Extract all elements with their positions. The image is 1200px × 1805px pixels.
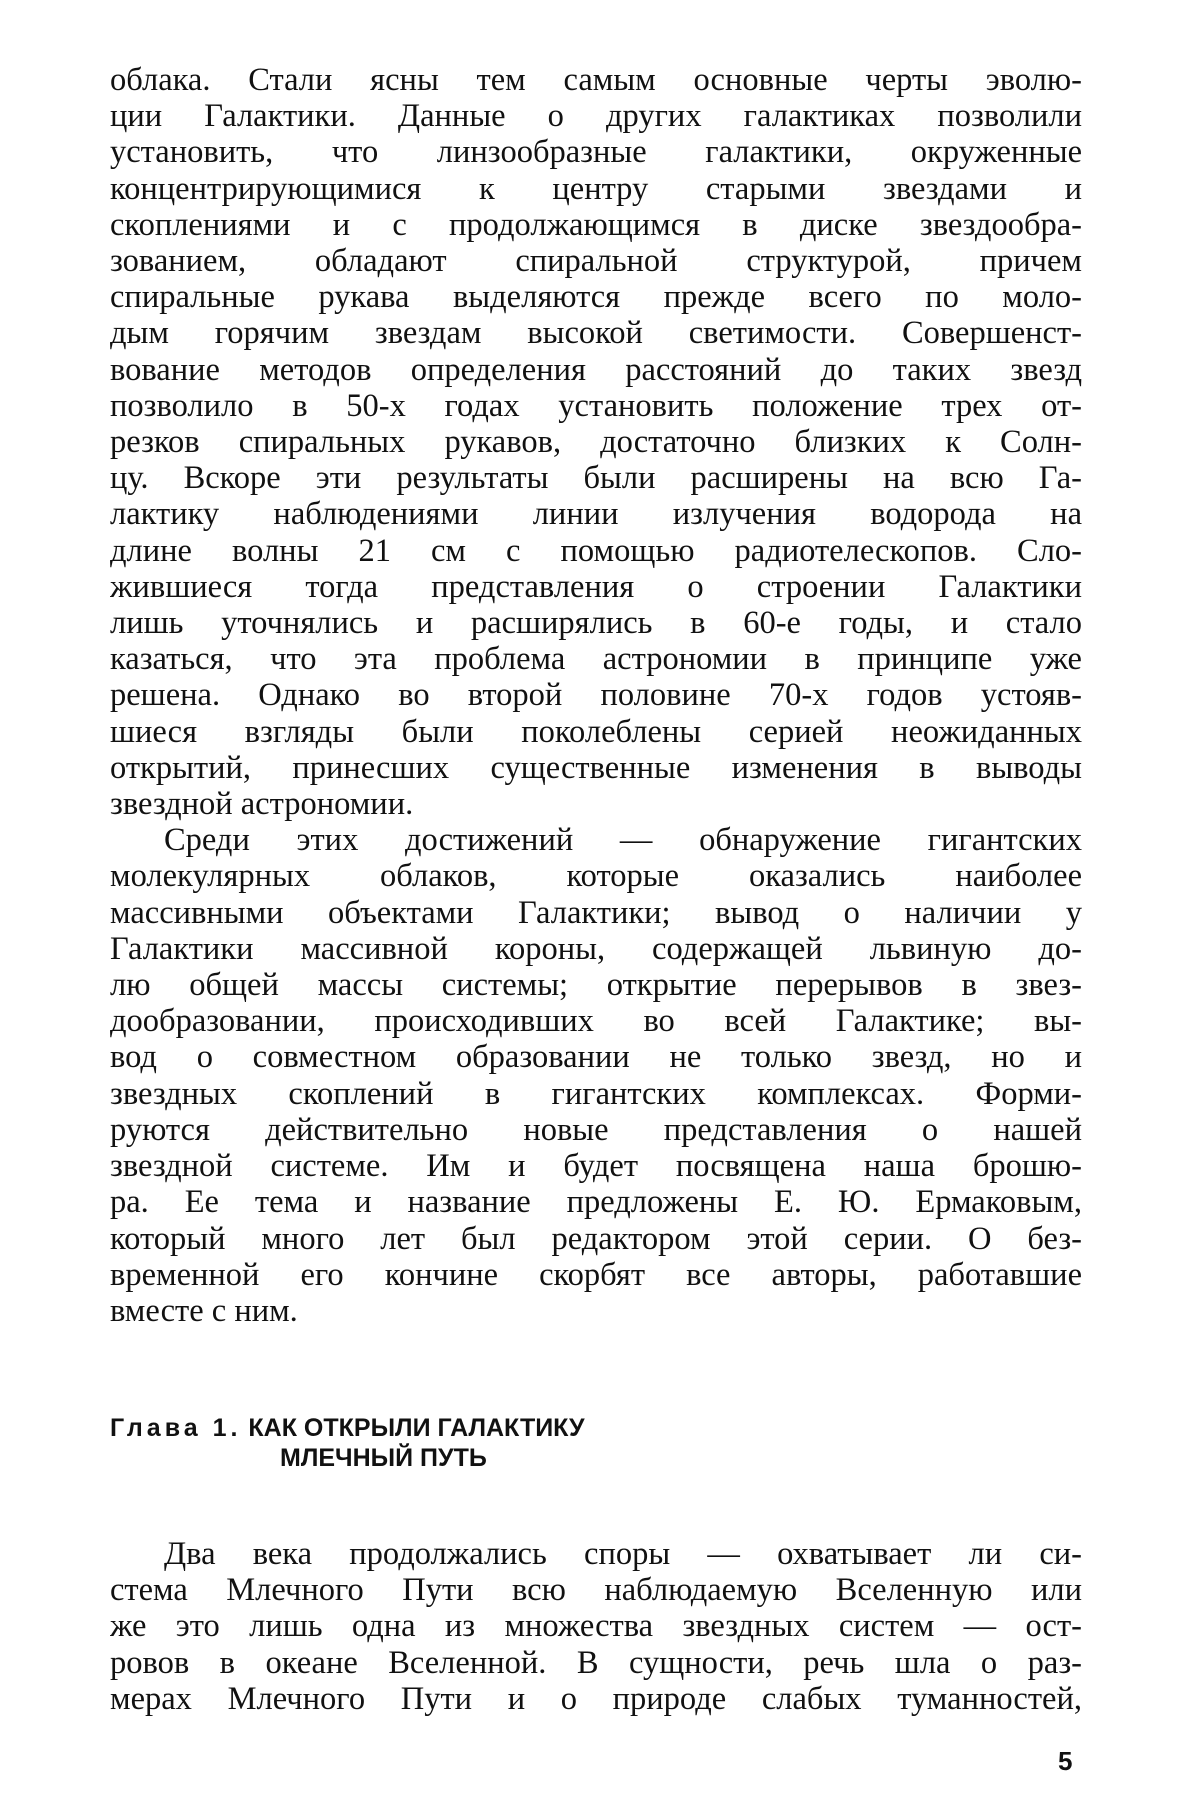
text-line: казаться, что эта проблема астрономии в принципе уже: [110, 641, 1082, 678]
text-line: который много лет был редактором этой серии. О без-: [110, 1220, 1082, 1257]
text-line: Галактики массивной короны, содержащей львиную до-: [110, 930, 1082, 967]
paragraph-2: [110, 822, 1082, 1329]
paragraph-3: [110, 1536, 1082, 1717]
text-line: звездной астрономии.: [110, 786, 414, 823]
text-line: стема Млечного Пути всю наблюдаемую Вселенную или: [110, 1572, 1082, 1609]
text-line: лишь уточнялись и расширялись в 60-е годы, и стало: [110, 605, 1082, 642]
chapter-label: Глава 1.: [110, 1414, 242, 1442]
text-line: лю общей массы системы; открытие перерывов в звез-: [110, 967, 1082, 1004]
paragraph-3-block: [110, 1536, 1082, 1717]
main-text-block: [110, 62, 1082, 1329]
text-line: резков спиральных рукавов, достаточно близких к Солн-: [110, 424, 1082, 461]
text-line: вод о совместном образовании не только звезд, но и: [110, 1039, 1082, 1076]
text-line: массивными объектами Галактики; вывод о наличии у: [110, 894, 1082, 931]
text-line: длине волны 21 см с помощью радиотелескопов. Сло-: [110, 532, 1082, 569]
text-line: дым горячим звездам высокой светимости. Совершенст-: [110, 315, 1082, 352]
text-line: облака. Стали ясны тем самым основные черты эволю-: [110, 62, 1082, 98]
text-line: Среди этих достижений — обнаружение гигантских: [164, 822, 1082, 859]
text-line: ра. Ее тема и название предложены Е. Ю. Ермаковым,: [110, 1184, 1082, 1221]
text-line: звездных скоплений в гигантских комплексах. Форми-: [110, 1075, 1082, 1112]
chapter-title-continuation: МЛЕЧНЫЙ ПУТЬ: [280, 1444, 487, 1472]
text-line: мерах Млечного Пути и о природе слабых туманностей,: [110, 1680, 1082, 1717]
text-line: вместе с ним.: [110, 1292, 298, 1329]
paragraph-1: [110, 62, 1082, 822]
text-line: открытий, принесших существенные изменения в выводы: [110, 749, 1082, 786]
text-line: шиеся взгляды были поколеблены серией неожиданных: [110, 713, 1082, 750]
chapter-heading: [110, 1413, 1082, 1473]
text-line: установить, что линзообразные галактики, окруженные: [110, 134, 1082, 171]
text-line: ции Галактики. Данные о других галактиках позволили: [110, 98, 1082, 135]
text-line: временной его кончине скорбят все авторы, работавшие: [110, 1256, 1082, 1293]
page-number: 5: [1058, 1746, 1073, 1776]
text-line: ровов в океане Вселенной. В сущности, речь шла о раз-: [110, 1644, 1082, 1681]
text-line: спиральные рукава выделяются прежде всего по моло-: [110, 279, 1082, 316]
text-line: звездной системе. Им и будет посвящена наша брошю-: [110, 1148, 1082, 1185]
text-line: вование методов определения расстояний до таких звезд: [110, 351, 1082, 388]
text-line: лактику наблюдениями линии излучения водорода на: [110, 496, 1082, 533]
text-line: же это лишь одна из множества звездных систем — ост-: [110, 1608, 1082, 1645]
chapter-title: КАК ОТКРЫЛИ ГАЛАКТИКУ: [248, 1414, 585, 1442]
text-line: руются действительно новые представления о нашей: [110, 1111, 1082, 1148]
text-line: скоплениями и с продолжающимся в диске звездообра-: [110, 206, 1082, 243]
text-line: позволило в 50-х годах установить положение трех от-: [110, 387, 1082, 424]
text-line: Два века продолжались споры — охватывает ли си-: [164, 1536, 1082, 1572]
text-line: цу. Вскоре эти результаты были расширены на всю Га-: [110, 460, 1082, 497]
text-line: решена. Однако во второй половине 70-х годов устояв-: [110, 677, 1082, 714]
text-line: молекулярных облаков, которые оказались наиболее: [110, 858, 1082, 895]
text-line: зованием, обладают спиральной структурой, причем: [110, 243, 1082, 280]
text-line: дообразовании, происходивших во всей Галактике; вы-: [110, 1003, 1082, 1040]
text-line: концентрирующимися к центру старыми звездами и: [110, 170, 1082, 207]
text-line: жившиеся тогда представления о строении Галактики: [110, 568, 1082, 605]
